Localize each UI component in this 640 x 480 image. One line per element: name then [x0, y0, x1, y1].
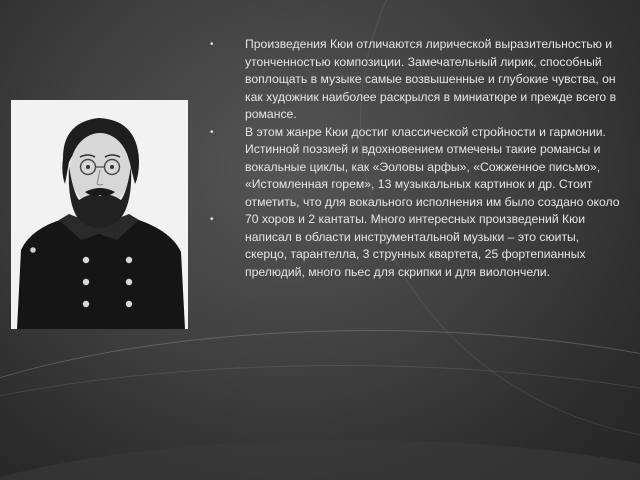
list-item	[210, 124, 622, 212]
bullet-icon: •	[210, 214, 214, 225]
list-item	[210, 211, 622, 281]
bullet-text: В этом жанре Кюи достиг классической стройности и гармонии. Истинной поэзией и вдохновением отмечены такие романсы и вокальные циклы, как «Эоловы арфы», «Сожженное письмо», «Истомленная горем», 13 музыкальных картинок и др. Стоит отметить, что для вокального исполнения им было создано около	[245, 124, 620, 209]
slide-text	[210, 36, 622, 281]
bullet-icon: •	[210, 39, 214, 50]
portrait-icon	[11, 100, 188, 329]
bullet-icon: •	[210, 126, 214, 138]
list-item	[210, 36, 622, 124]
bullet-list	[210, 36, 622, 281]
bullet-text: 70 хоров и 2 кантаты. Много интересных произведений Кюи написал в области инструментальной музыки – это сюиты, скерцо, тарантелла, 3 струнных квартета, 25 фортепианных прелюдий, много пьес для скрипки и для виолончели.	[245, 212, 586, 279]
portrait-photo	[11, 100, 188, 329]
bullet-text: Произведения Кюи отличаются лирической выразительностью и утонченностью композиции. Замечательный лирик, способный воплощать в музыке самые возвышенные и глубокие чувства, он как художник наиболее раскрылся в миниатюре и прежде всего в романсе.	[245, 37, 617, 121]
